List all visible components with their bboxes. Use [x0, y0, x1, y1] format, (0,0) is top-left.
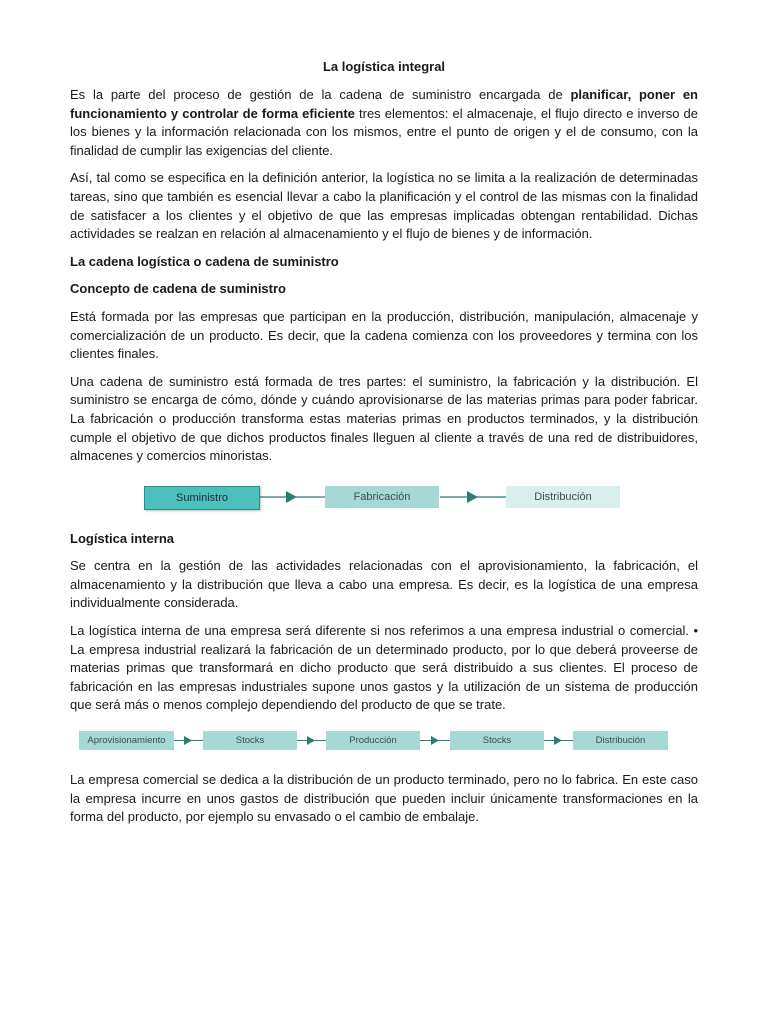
paragraph-empresa-comercial: La empresa comercial se dedica a la distribución de un producto terminado, pero no lo fabrica. En este caso la empresa incurre en unos gastos de distribución que pueden incluir únicamente transformaciones en la forma del producto, por ejemplo su envasado o el cambio de embalaje. — [70, 772, 698, 825]
flow-step-stocks: Stocks — [450, 731, 544, 750]
definition-text-start: Es la parte del proceso de gestión de la cadena de suministro encargada de — [70, 87, 571, 102]
paragraph-concepto: Está formada por las empresas que participan en la producción, distribución, manipulación, almacenaje y comercialización de un producto. Es decir, que la cadena comienza con los proveedores y termina con los clientes finales. — [70, 308, 698, 362]
paragraph-logistica-interna: Se centra en la gestión de las actividades relacionadas con el aprovisionamiento, la fabricación, el almacenamiento y la distribución que lleva a cabo una empresa. Es decir, es la logística de una empresa individualmente considerada. — [70, 558, 698, 611]
arrow-right-icon — [184, 736, 192, 745]
arrow-right-icon — [431, 736, 439, 745]
heading-concepto-cadena: Concepto de cadena de suministro — [70, 281, 286, 297]
document-title: La logística integral — [322, 59, 446, 74]
flow-step-stocks: Stocks — [203, 731, 297, 750]
definition-text-end: tres elementos: el almacenaje, el flujo directo e inverso de los bienes y la información relacionada con los mismos, entre el punto de origen y el de consumo, con la finalidad de cumplir las exigencias del cliente. — [70, 105, 698, 158]
heading-cadena-logistica: La cadena logística o cadena de suministro — [70, 253, 339, 269]
paragraph-tres-partes: Una cadena de suministro está formada de tres partes: el suministro, la fabricación y la distribución. El suministro se encarga de cómo, dónde y cuándo aprovisionarse de las materias primas para poder fabricar. La fabricación o producción transforma estas materias primas en productos terminados, y la distribución cumple el objetivo de que dichos productos finales lleguen al cliente a través de una red de distribuidores, almacenes y comercios minoristas. — [70, 373, 698, 464]
supply-chain-diagram — [70, 486, 698, 510]
definition-bold-text: planificar, poner en funcionamiento y controlar de forma eficiente — [70, 87, 698, 121]
arrow-right-icon — [467, 491, 478, 503]
heading-logistica-interna: Logística interna — [70, 530, 175, 546]
paragraph-definition — [70, 86, 698, 160]
paragraph-empresa-industrial: La logística interna de una empresa será diferente si nos referimos a una empresa industrial o comercial. • La empresa industrial realizará la fabricación de un determinado producto, por lo que deberá proveerse de materias primas que transformará en dicho producto que será distribuido a sus clientes. El proceso de fabricación en las empresas industriales supone unos gastos y la utilización de un sistema de producción que será más o menos complejo dependiendo del producto de que se trate. — [70, 623, 698, 713]
flow-step-distribucion: Distribución — [506, 486, 620, 508]
flow-step-fabricacion: Fabricación — [325, 486, 439, 508]
internal-logistics-diagram — [70, 731, 698, 753]
arrow-right-icon — [554, 736, 562, 745]
arrow-right-icon — [307, 736, 315, 745]
paragraph-scope: Así, tal como se especifica en la definición anterior, la logística no se limita a la realización de determinadas tareas, sino que también es esencial llevar a cabo la planificación y el control de las mismas con la finalidad de satisfacer a los clientes y el objetivo de que las empresas implicadas obtengan rentabilidad. Dichas actividades se realzan en relación al almacenamiento y el flujo de bienes y de información. — [70, 170, 698, 242]
flow-step-suministro: Suministro — [144, 486, 260, 510]
arrow-right-icon — [286, 491, 297, 503]
flow-step-aprovisionamiento: Aprovisionamiento — [79, 731, 174, 750]
flow-step-distribucion: Distribución — [573, 731, 668, 750]
flow-step-produccion: Producción — [326, 731, 420, 750]
document-body — [70, 58, 698, 836]
